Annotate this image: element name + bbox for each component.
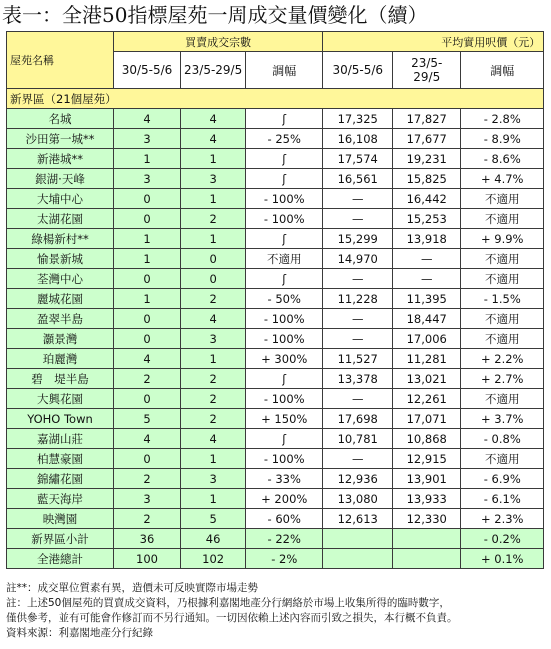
vol-period1: 4 — [114, 349, 181, 369]
price-period2 — [393, 529, 461, 549]
price-period2: 17,006 — [393, 329, 461, 349]
estate-name: 麗城花園 — [7, 289, 114, 309]
vol-period2: 3 — [181, 469, 246, 489]
price-period2: 17,827 — [393, 109, 461, 129]
table-row — [7, 409, 544, 429]
price-period1: — — [323, 189, 393, 209]
price-change: + 3.7% — [461, 409, 544, 429]
price-change: - 6.9% — [461, 469, 544, 489]
estate-name: 新港城** — [7, 149, 114, 169]
price-period1: 15,299 — [323, 229, 393, 249]
vol-period2: 0 — [181, 249, 246, 269]
price-period2-header — [393, 52, 461, 89]
price-change: 不適用 — [461, 249, 544, 269]
vol-period2: 1 — [181, 489, 246, 509]
vol-period1: 5 — [114, 409, 181, 429]
price-period1: — — [323, 309, 393, 329]
estate-name: 錦繡花園 — [7, 469, 114, 489]
price-period2: 15,825 — [393, 169, 461, 189]
price-period2: 19,231 — [393, 149, 461, 169]
header-row-1 — [7, 32, 544, 52]
vol-period1: 0 — [114, 269, 181, 289]
vol-change: ʃ — [246, 269, 323, 289]
row-label: 新界區小計 — [7, 529, 114, 549]
price-period2: — — [393, 249, 461, 269]
price-change: + 0.1% — [461, 549, 544, 569]
vol-change: ʃ — [246, 169, 323, 189]
vol-period2: 46 — [181, 529, 246, 549]
vol-period2: 1 — [181, 149, 246, 169]
table-row — [7, 129, 544, 149]
price-change: - 6.1% — [461, 489, 544, 509]
price-period2: 12,915 — [393, 449, 461, 469]
estate-name: 愉景新城 — [7, 249, 114, 269]
vol-period1: 0 — [114, 329, 181, 349]
price-period2-line2: 29/5 — [413, 70, 441, 84]
estate-name: 名城 — [7, 109, 114, 129]
price-period1: 11,228 — [323, 289, 393, 309]
estate-name: 荃灣中心 — [7, 269, 114, 289]
price-period2: 12,261 — [393, 389, 461, 409]
price-period1: — — [323, 389, 393, 409]
price-change: 不適用 — [461, 189, 544, 209]
price-change: + 4.7% — [461, 169, 544, 189]
table-row — [7, 209, 544, 229]
price-period2: 17,677 — [393, 129, 461, 149]
estate-name: 銀湖‧天峰 — [7, 169, 114, 189]
table-row — [7, 509, 544, 529]
price-period2: — — [393, 269, 461, 289]
price-change: 不適用 — [461, 209, 544, 229]
table-row — [7, 469, 544, 489]
footnote-4: 資料來源：利嘉閣地產分行紀錄 — [6, 627, 153, 639]
vol-period2: 4 — [181, 109, 246, 129]
table-row — [7, 389, 544, 409]
table-row — [7, 149, 544, 169]
vol-period2: 4 — [181, 129, 246, 149]
vol-period1: 3 — [114, 489, 181, 509]
price-period2: 12,330 — [393, 509, 461, 529]
vol-period1: 2 — [114, 369, 181, 389]
vol-period2: 2 — [181, 209, 246, 229]
vol-period1: 1 — [114, 229, 181, 249]
price-period2-line1: 23/5- — [411, 56, 443, 70]
estate-name: 碧 堤半島 — [7, 369, 114, 389]
estate-table — [6, 31, 544, 569]
estate-name: 嘉湖山莊 — [7, 429, 114, 449]
price-period1-header: 30/5-5/6 — [323, 52, 393, 89]
vol-change: - 22% — [246, 529, 323, 549]
price-period1: 17,574 — [323, 149, 393, 169]
table-row — [7, 489, 544, 509]
vol-change: - 2% — [246, 549, 323, 569]
price-change: 不適用 — [461, 329, 544, 349]
estate-name: 灝景灣 — [7, 329, 114, 349]
price-period2: 11,281 — [393, 349, 461, 369]
vol-period1: 4 — [114, 109, 181, 129]
vol-change: - 50% — [246, 289, 323, 309]
price-change: - 0.8% — [461, 429, 544, 449]
price-period1 — [323, 549, 393, 569]
price-change: - 0.2% — [461, 529, 544, 549]
estate-name: 映灣園 — [7, 509, 114, 529]
estate-name: 沙田第一城** — [7, 129, 114, 149]
price-period2: 16,442 — [393, 189, 461, 209]
vol-period2: 4 — [181, 309, 246, 329]
price-period1: 13,378 — [323, 369, 393, 389]
vol-period1: 0 — [114, 309, 181, 329]
vol-period2: 1 — [181, 189, 246, 209]
table-row — [7, 249, 544, 269]
vol-period2: 1 — [181, 449, 246, 469]
price-period2: 17,071 — [393, 409, 461, 429]
vol-period2: 2 — [181, 389, 246, 409]
price-period1 — [323, 529, 393, 549]
estate-name: 柏慧豪園 — [7, 449, 114, 469]
price-period1: 16,561 — [323, 169, 393, 189]
vol-change: + 300% — [246, 349, 323, 369]
price-period1: 17,698 — [323, 409, 393, 429]
price-period1: 12,613 — [323, 509, 393, 529]
vol-period2: 5 — [181, 509, 246, 529]
vol-change: ʃ — [246, 369, 323, 389]
vol-period2: 2 — [181, 289, 246, 309]
price-change: + 2.3% — [461, 509, 544, 529]
vol-period1: 2 — [114, 509, 181, 529]
region-label: 新界區（21個屋苑） — [7, 89, 544, 109]
vol-period1: 0 — [114, 449, 181, 469]
vol-period2: 4 — [181, 429, 246, 449]
price-change: 不適用 — [461, 309, 544, 329]
table-row — [7, 289, 544, 309]
total-row — [7, 549, 544, 569]
price-period1: 12,936 — [323, 469, 393, 489]
table-row — [7, 269, 544, 289]
price-period1: — — [323, 209, 393, 229]
vol-period1: 0 — [114, 209, 181, 229]
vol-change: - 100% — [246, 309, 323, 329]
estate-name: 太湖花園 — [7, 209, 114, 229]
vol-period2: 2 — [181, 369, 246, 389]
region-row — [7, 89, 544, 109]
vol-period1: 4 — [114, 429, 181, 449]
estate-name: 藍天海岸 — [7, 489, 114, 509]
vol-change: - 33% — [246, 469, 323, 489]
price-change: - 8.9% — [461, 129, 544, 149]
footnote-1: 註**：成交單位質素有異，造價未可反映實際市場走勢 — [6, 582, 258, 594]
price-period1: 16,108 — [323, 129, 393, 149]
price-period2: 13,021 — [393, 369, 461, 389]
price-period2: 10,868 — [393, 429, 461, 449]
price-period2: 13,901 — [393, 469, 461, 489]
vol-change: + 200% — [246, 489, 323, 509]
price-change: - 8.6% — [461, 149, 544, 169]
col-volume-header: 買賣成交宗數 — [114, 32, 323, 52]
vol-period2-header: 23/5-29/5 — [181, 52, 246, 89]
price-period1: 13,080 — [323, 489, 393, 509]
page-title: 表一：全港50指標屋苑一周成交量價變化（續） — [2, 3, 428, 27]
price-change: + 9.9% — [461, 229, 544, 249]
vol-change: - 100% — [246, 189, 323, 209]
col-name-header: 屋苑名稱 — [7, 32, 114, 89]
price-change: 不適用 — [461, 269, 544, 289]
vol-period2: 1 — [181, 229, 246, 249]
estate-name: 盈翠半島 — [7, 309, 114, 329]
table-row — [7, 309, 544, 329]
price-period1: — — [323, 269, 393, 289]
table-row — [7, 369, 544, 389]
price-period2: 11,395 — [393, 289, 461, 309]
vol-period1: 2 — [114, 469, 181, 489]
vol-change: 不適用 — [246, 249, 323, 269]
vol-change: + 150% — [246, 409, 323, 429]
price-change-header: 調幅 — [461, 52, 544, 89]
vol-period1: 3 — [114, 169, 181, 189]
vol-period2: 3 — [181, 329, 246, 349]
table-row — [7, 449, 544, 469]
vol-period1: 3 — [114, 129, 181, 149]
estate-name: 大埔中心 — [7, 189, 114, 209]
vol-change: - 25% — [246, 129, 323, 149]
price-period2: 18,447 — [393, 309, 461, 329]
vol-change: - 60% — [246, 509, 323, 529]
vol-period1-header: 30/5-5/6 — [114, 52, 181, 89]
vol-period1: 1 — [114, 149, 181, 169]
price-period1: — — [323, 449, 393, 469]
price-change: + 2.2% — [461, 349, 544, 369]
price-change: + 2.7% — [461, 369, 544, 389]
vol-period1: 36 — [114, 529, 181, 549]
estate-name: 大興花園 — [7, 389, 114, 409]
row-label: 全港總計 — [7, 549, 114, 569]
vol-change: ʃ — [246, 149, 323, 169]
vol-period1: 0 — [114, 389, 181, 409]
table-row — [7, 329, 544, 349]
price-period2 — [393, 549, 461, 569]
price-change: 不適用 — [461, 389, 544, 409]
price-period2: 13,918 — [393, 229, 461, 249]
footnote-2: 註：上述50個屋苑的買賣成交資料，乃根據利嘉閣地產分行網絡於市場上收集所得的臨時數字， — [6, 597, 450, 609]
vol-period1: 0 — [114, 189, 181, 209]
price-change: - 1.5% — [461, 289, 544, 309]
vol-period1: 1 — [114, 289, 181, 309]
table-row — [7, 189, 544, 209]
vol-period1: 1 — [114, 249, 181, 269]
table-row — [7, 429, 544, 449]
price-period2: 15,253 — [393, 209, 461, 229]
price-change: - 2.8% — [461, 109, 544, 129]
vol-change: ʃ — [246, 229, 323, 249]
vol-change: - 100% — [246, 389, 323, 409]
vol-period2: 3 — [181, 169, 246, 189]
table-row — [7, 349, 544, 369]
footnotes — [6, 581, 551, 641]
price-period1: 17,325 — [323, 109, 393, 129]
vol-period2: 2 — [181, 409, 246, 429]
col-price-header: 平均實用呎價（元） — [323, 32, 544, 52]
vol-change: ʃ — [246, 429, 323, 449]
vol-change: ʃ — [246, 109, 323, 129]
table-row — [7, 229, 544, 249]
price-period2: 13,933 — [393, 489, 461, 509]
price-change: 不適用 — [461, 449, 544, 469]
footnote-3: 僅供參考，並有可能會作修訂而不另行通知。一切因依賴上述內容而引致之損失，本行概不負責。 — [6, 612, 458, 624]
estate-name: YOHO Town — [7, 409, 114, 429]
table-row — [7, 109, 544, 129]
vol-period2: 1 — [181, 349, 246, 369]
table-row — [7, 169, 544, 189]
price-period1: 10,781 — [323, 429, 393, 449]
subtotal-row — [7, 529, 544, 549]
vol-change: - 100% — [246, 449, 323, 469]
estate-name: 珀麗灣 — [7, 349, 114, 369]
vol-change: - 100% — [246, 209, 323, 229]
vol-period1: 100 — [114, 549, 181, 569]
vol-period2: 102 — [181, 549, 246, 569]
vol-change: - 100% — [246, 329, 323, 349]
price-period1: 14,970 — [323, 249, 393, 269]
price-period1: — — [323, 329, 393, 349]
estate-name: 綠楊新村** — [7, 229, 114, 249]
price-period1: 11,527 — [323, 349, 393, 369]
vol-change-header: 調幅 — [246, 52, 323, 89]
vol-period2: 0 — [181, 269, 246, 289]
